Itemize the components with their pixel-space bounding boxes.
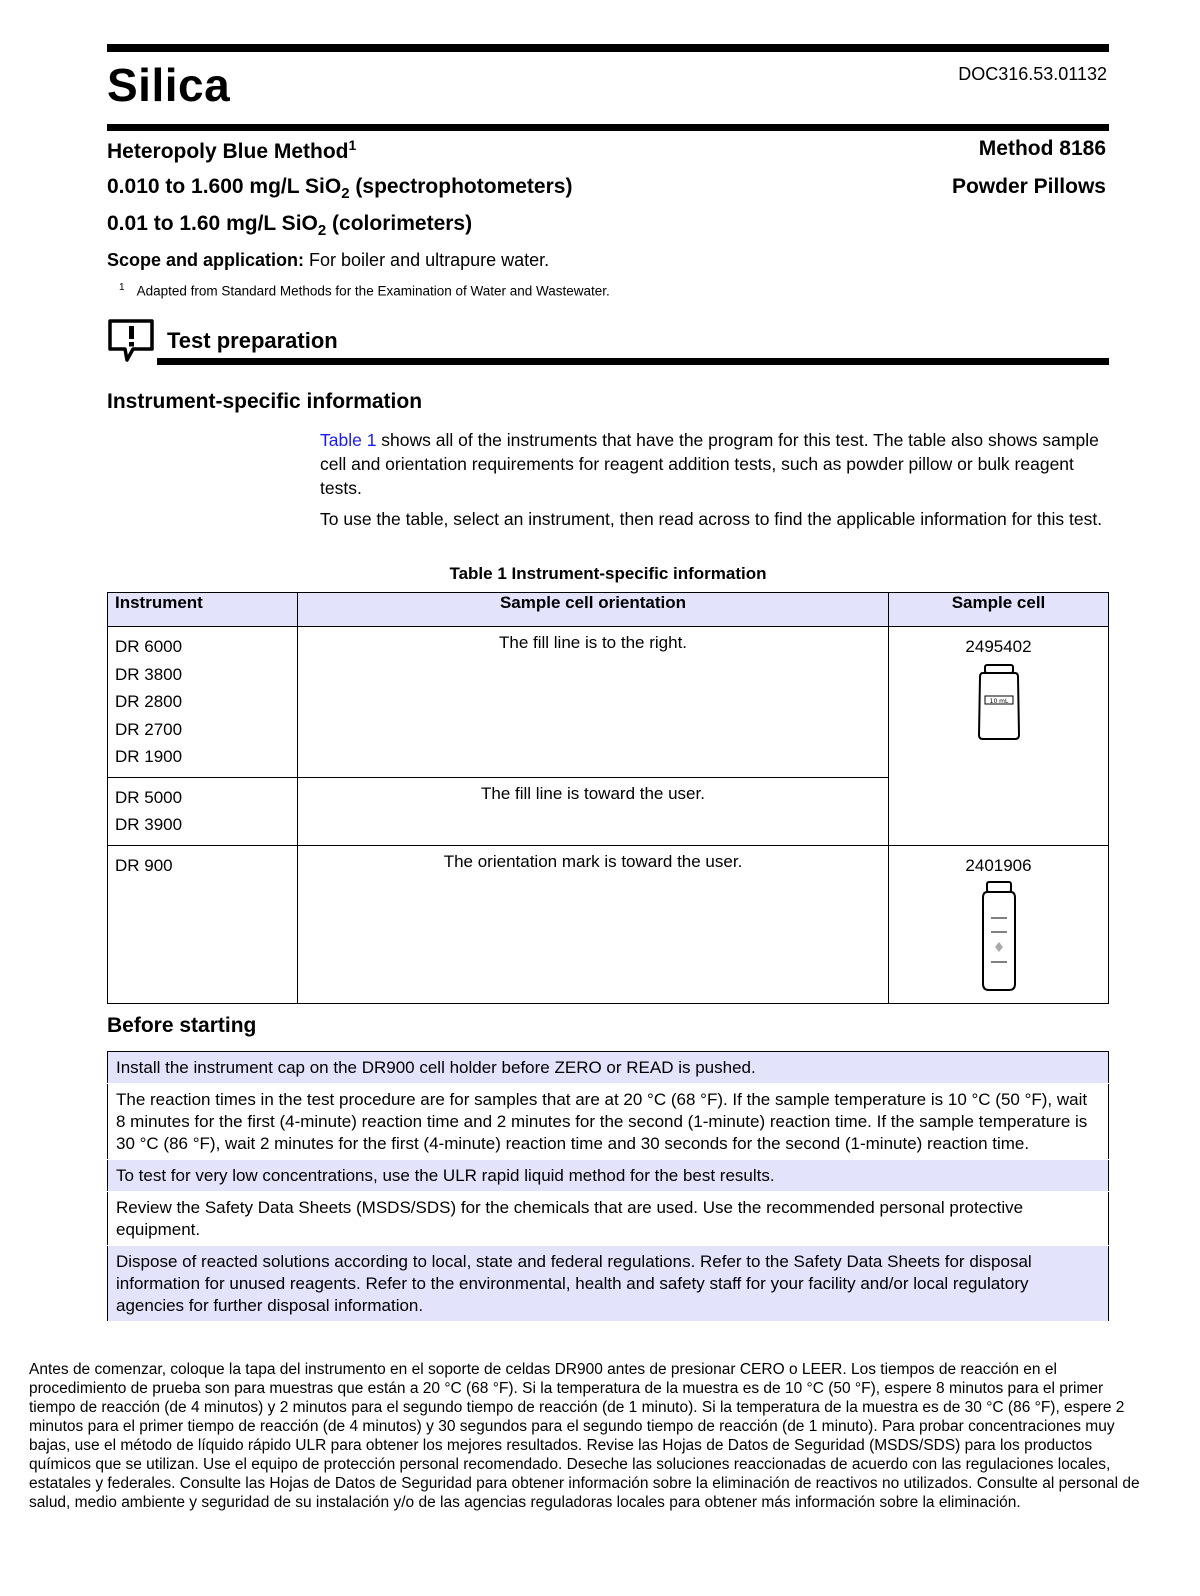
before-item-text: Dispose of reacted solutions according to local, state and federal regulations. Refer to the Safety Data Sheets for disposal information for unused reagents. Refer to the environmental, health and safety staff for your facility and/or local regulatory agencies for further disposal information. [108,1246,1109,1322]
instrument-name: DR 3900 [115,815,183,834]
before-item-text: The reaction times in the test procedure are for samples that are at 20 °C (68 °F). If the sample temperature is 10 °C (50 °F), wait 8 minutes for the first (4-minute) reaction time and 2 minutes for the second (1-minute) reaction time. If the sample temperature is 30 °C (86 °F), wait 2 minutes for the first (4-minute) reaction time and 30 seconds for the second (1-minute) reaction time. [108,1084,1109,1160]
cell-volume-mark: 10 mL [989,698,1008,705]
range-colori-suffix: (colorimeters) [326,212,473,235]
instrument-name: DR 2700 [115,719,183,739]
before-item-text: Review the Safety Data Sheets (MSDS/SDS) for the chemicals that are used. Use the recommended personal protective equipment. [108,1192,1109,1246]
section-rule [157,358,1109,365]
range-spectro-suffix: (spectrophotometers) [349,175,573,198]
list-item [108,1246,1109,1322]
method-number: Method 8186 [978,137,1106,160]
footnote [119,282,610,299]
square-sample-cell-icon [974,663,1024,741]
instrument-name: DR 2800 [115,692,183,711]
sample-cell-cell [889,845,1109,1003]
list-item [108,1084,1109,1160]
instrument-name: DR 6000 [115,637,183,656]
list-item [108,1052,1109,1084]
instrument-info-para1 [320,428,1110,500]
before-starting-list [107,1051,1109,1322]
list-item [108,1160,1109,1192]
packaging: Powder Pillows [951,175,1106,198]
range-spectro-prefix: 0.010 to 1.600 mg/L SiO [107,175,342,198]
sample-cell-cell [889,627,1109,846]
instrument-name: DR 5000 [115,787,183,807]
sample-cell-number: 2401906 [965,855,1032,875]
before-item-text: Install the instrument cap on the DR900 cell holder before ZERO or READ is pushed. [108,1052,1109,1084]
range-colori-sub: 2 [317,222,327,240]
table-header-row [108,593,1109,627]
footnote-num: 1 [119,282,125,293]
instrument-cell [108,845,298,1003]
table-1-link[interactable]: Table 1 [320,430,377,450]
table-caption: Table 1 Instrument-specific information [449,564,767,583]
scope-text: For boiler and ultrapure water. [304,250,550,270]
orientation-cell: The fill line is to the right. [298,627,889,778]
method-footnote-ref: 1 [348,137,357,153]
instrument-cell [108,777,298,845]
list-item [108,1192,1109,1246]
range-spectro-sub: 2 [341,185,350,203]
range-spectro-row [107,175,1109,202]
orientation-cell: The fill line is toward the user. [298,777,889,845]
col-header-sample-cell: Sample cell [889,593,1109,627]
scope-label: Scope and application: [107,250,305,270]
instrument-cell [108,627,298,778]
orientation-cell: The orientation mark is toward the user. [298,845,889,1003]
top-rule [107,44,1109,52]
instrument-name: DR 900 [115,855,173,875]
col-header-instrument: Instrument [108,593,298,627]
table-row [108,627,1109,778]
range-colori-row [107,212,1109,239]
para1-text: shows all of the instruments that have the program for this test. The table also shows sample cell and orientation requirements for reagent addition tests, such as powder pillow or bulk reagent tests. [320,430,1099,498]
instrument-info-heading: Instrument-specific information [107,390,423,413]
footnote-text: Adapted from Standard Methods for the Examination of Water and Wastewater. [136,283,610,299]
doc-number: DOC316.53.01132 [958,64,1107,84]
warning-notice-icon [107,318,155,364]
method-name: Heteropoly Blue Method [107,140,349,163]
section-title-test-preparation: Test preparation [167,328,338,353]
instrument-name: DR 1900 [115,747,183,766]
instrument-table [107,592,1109,1004]
before-starting-heading: Before starting [107,1014,257,1037]
title-rule [107,124,1109,131]
sample-cell-number: 2495402 [965,637,1032,656]
spanish-translation-note: Antes de comenzar, coloque la tapa del instrumento en el soporte de celdas DR900 antes de presionar CERO o LEER. Los tiempos de reacción en el procedimiento de prueba son para muestras que están a 20 °C (68 °F). Si la temperatura de la muestra es de 10 °C (50 °F), espere 8 minutos para el primer tiempo de reacción (de 4 minutos) y 2 minutos para el segundo tiempo de reacción (de 1 minuto). Si la temperatura de la muestra es de 30 °C (86 °F), espere 2 minutos para el primer tiempo de reacción (de 4 minutos) y 30 segundos para el segundo tiempo de reacción (de 1 minuto). Para probar concentraciones muy bajas, use el método de líquido rápido ULR para obtener los mejores resultados. Revise las Hojas de Datos de Seguridad (MSDS/SDS) para los productos químicos que se utilizan. Use el equipo de protección personal recomendado. Deseche las soluciones reaccionadas de acuerdo con las regulaciones locales, estatales y federales. Consulte las Hojas de Datos de Seguridad para obtener información sobre la eliminación de reactivos no utilizados. Consulte al personal de salud, medio ambiente y seguridad de su instalación y/o de las agencias reguladoras locales para obtener más información sobre la eliminación. [29,1361,1140,1511]
method-row [107,137,1109,164]
before-item-text: To test for very low concentrations, use the ULR rapid liquid method for the best results. [108,1160,1109,1192]
table-row [108,845,1109,1003]
page-title: Silica [107,59,231,111]
round-sample-cell-icon [979,880,1019,992]
instrument-name: DR 3800 [115,664,183,684]
range-colori-prefix: 0.01 to 1.60 mg/L SiO [107,212,318,235]
instrument-info-para2: To use the table, select an instrument, then read across to find the applicable information for this test. [320,509,1103,529]
col-header-orientation: Sample cell orientation [298,593,889,627]
scope [107,250,549,271]
